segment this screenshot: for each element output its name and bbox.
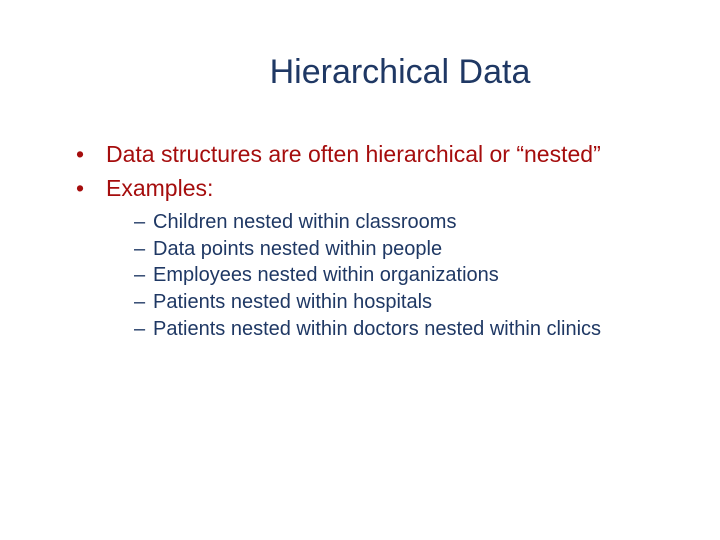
bullet-marker: • [76, 175, 85, 201]
sub-bullet-item [134, 209, 682, 236]
sub-bullet-text: Data points nested within people [153, 237, 443, 260]
sub-bullet-text: Patients nested within hospitals [153, 291, 433, 314]
bullet-text: Examples: [106, 175, 214, 201]
bullet-item [72, 140, 682, 169]
slide-body [72, 140, 682, 343]
sub-bullet-item [134, 236, 682, 263]
bullet-marker: • [76, 141, 85, 167]
sub-bullet-text: Children nested within classrooms [153, 211, 457, 233]
dash-marker: – [134, 317, 146, 340]
sub-bullet-text: Employees nested within organizations [153, 264, 499, 287]
examples-list [72, 209, 682, 343]
dash-marker: – [134, 211, 146, 233]
slide-title: Hierarchical Data [269, 53, 531, 91]
dash-marker: – [134, 264, 146, 287]
dash-marker: – [134, 237, 146, 260]
bullet-text: Data structures are often hierarchical or “nested” [106, 141, 601, 167]
sub-bullet-text: Patients nested within doctors nested within clinics [153, 317, 602, 340]
sub-bullet-item [134, 316, 682, 343]
bullet-item [72, 174, 682, 203]
dash-marker: – [134, 291, 146, 314]
sub-bullet-item [134, 289, 682, 316]
sub-bullet-item [134, 262, 682, 289]
